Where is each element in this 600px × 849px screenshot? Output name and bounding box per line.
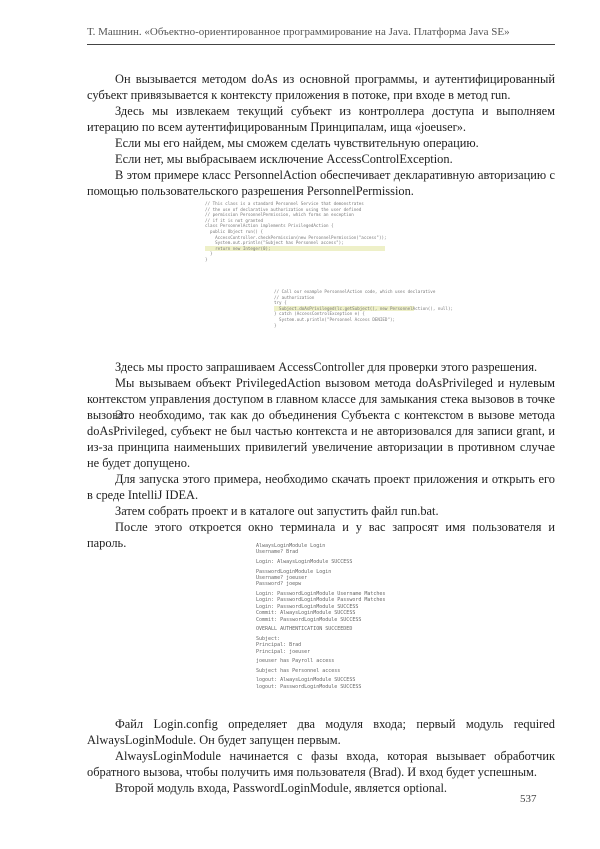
terminal-line: Subject has Personnel access xyxy=(256,667,341,674)
code-line: // permission PersonnelPermission, which forms an exception xyxy=(205,212,354,218)
paragraph-access-controller: Здесь мы просто запрашиваем AccessController для проверки этого разрешения. xyxy=(115,360,538,374)
terminal-line: PasswordLoginModule Login xyxy=(256,568,332,575)
code-line: Subject.doAsPrivileged(lc.getSubject(), new PersonnelAction(), null); xyxy=(274,305,453,311)
code-line: // if it is not granted xyxy=(205,217,263,223)
terminal-line: Subject: xyxy=(256,635,281,642)
code-line: public Object run() { xyxy=(205,228,263,234)
page-number: 537 xyxy=(520,793,537,805)
code-line: } catch (AccessControlException e) { xyxy=(274,311,365,317)
code-line: } xyxy=(205,256,208,262)
code-line: AccessController.checkPermission(new PersonnelPermission("access")); xyxy=(205,234,387,240)
code-line: System.out.println("Personnel Access DENIED"); xyxy=(274,316,396,322)
terminal-line: Commit: AlwaysLoginModule SUCCESS xyxy=(256,610,356,617)
code-screenshot-personnel-action xyxy=(205,201,385,273)
terminal-line: Username? joeuser xyxy=(256,575,308,581)
code-line: try { xyxy=(274,300,287,306)
code-line: } xyxy=(205,251,213,257)
terminal-line: Login: AlwaysLoginModule SUCCESS xyxy=(256,559,353,565)
terminal-line: Login: PasswordLoginModule SUCCESS xyxy=(256,603,359,610)
paragraph-necessity: Это необходимо, так как до объединения Субъекта с контекстом в вызове метода doAsPrivileged, субъект не был частью контекста и не авторизовался для записи grant, и из-за принципа наименьших привилегий увеличение авторизации в противном случае не будет допущено. xyxy=(87,408,555,470)
code-line: } xyxy=(274,322,277,328)
paragraph-always-login-module: AlwaysLoginModule начинается с фазы входа, которая вызывает обработчик обратного вызова, чтобы получить имя пользователя (Brad). И вход будет успешным. xyxy=(87,749,555,779)
terminal-line: Principal: Brad xyxy=(256,642,302,649)
terminal-line: Principal: joeuser xyxy=(256,648,311,655)
paragraph-terminal-window: После этого откроется окно терминала и у вас запросят имя пользователя и пароль. xyxy=(87,520,555,550)
terminal-line: Login: PasswordLoginModule Username Matches xyxy=(256,591,386,597)
code-screenshot-do-as-privileged xyxy=(274,289,453,331)
code-line: // Call our example PersonnelAction code, which uses declarative xyxy=(274,289,436,294)
terminal-line: Login: PasswordLoginModule Password Matches xyxy=(256,597,386,604)
terminal-line: logout: AlwaysLoginModule SUCCESS xyxy=(256,677,356,684)
terminal-line: Commit: PasswordLoginModule SUCCESS xyxy=(256,616,362,623)
terminal-line: Password? joepw xyxy=(256,581,302,588)
code-line: // the use of declarative authorization using the user defined xyxy=(205,206,362,212)
paragraph-password-login-module: Второй модуль входа, PasswordLoginModule, является optional. xyxy=(115,781,447,795)
paragraph-if-found: Если мы его найдем, мы сможем сделать чувствительную операцию. xyxy=(115,136,479,150)
code-line: // This class is a standard Personnel Service that demonstrates xyxy=(205,201,364,206)
paragraph-login-config: Файл Login.config определяет два модуля входа; первый модуль required AlwaysLoginModule. Он будет запущен первым. xyxy=(87,717,555,747)
paragraph-extract-subject: Здесь мы извлекаем текущий субъект из контроллера доступа и выполняем итерацию по всем аутентифицированным Принципалам, ища «joeuser». xyxy=(87,104,555,134)
code-line: System.out.println("Subject has Personnel access"); xyxy=(205,240,344,246)
terminal-line: logout: PasswordLoginModule SUCCESS xyxy=(256,683,362,690)
paragraph-doas: Он вызывается методом doAs из основной программы, и аутентифицированный субъект привязывается к контексту приложения в потоке, при входе в метод run. xyxy=(87,72,555,102)
terminal-line: Username? Brad xyxy=(256,549,299,556)
paragraph-privileged-action: Мы вызываем объект PrivilegedAction вызовом метода doAsPrivileged и нулевым контекстом управления доступом в главном классе для замыкания стека вызовов в точке вызова. xyxy=(87,376,555,422)
terminal-line: OVERALL AUTHENTICATION SUCCEEDED xyxy=(256,626,353,633)
paragraph-download-project: Для запуска этого примера, необходимо скачать проект приложения и открыть его в среде IntelliJ IDEA. xyxy=(87,472,555,502)
running-header: Т. Машнин. «Объектно-ориентированное программирование на Java. Платформа Java SE» xyxy=(87,26,510,38)
paragraph-personnel-action: В этом примере класс PersonnelAction обеспечивает декларативную авторизацию с помощью пользовательского разрешения PersonnelPermission. xyxy=(87,168,555,198)
code-line: return new Integer(0); xyxy=(205,246,385,252)
paragraph-if-not: Если нет, мы выбрасываем исключение AccessControlException. xyxy=(115,152,453,166)
header-rule xyxy=(87,44,555,45)
code-line: // authorization xyxy=(274,294,315,300)
terminal-line: joeuser has Payroll access xyxy=(256,658,335,665)
terminal-line: AlwaysLoginModule Login xyxy=(256,543,326,549)
paragraph-build-run: Затем собрать проект и в каталоге out запустить файл run.bat. xyxy=(115,504,439,518)
code-line: class PersonnelAction implements PrivilegedAction { xyxy=(205,223,334,229)
